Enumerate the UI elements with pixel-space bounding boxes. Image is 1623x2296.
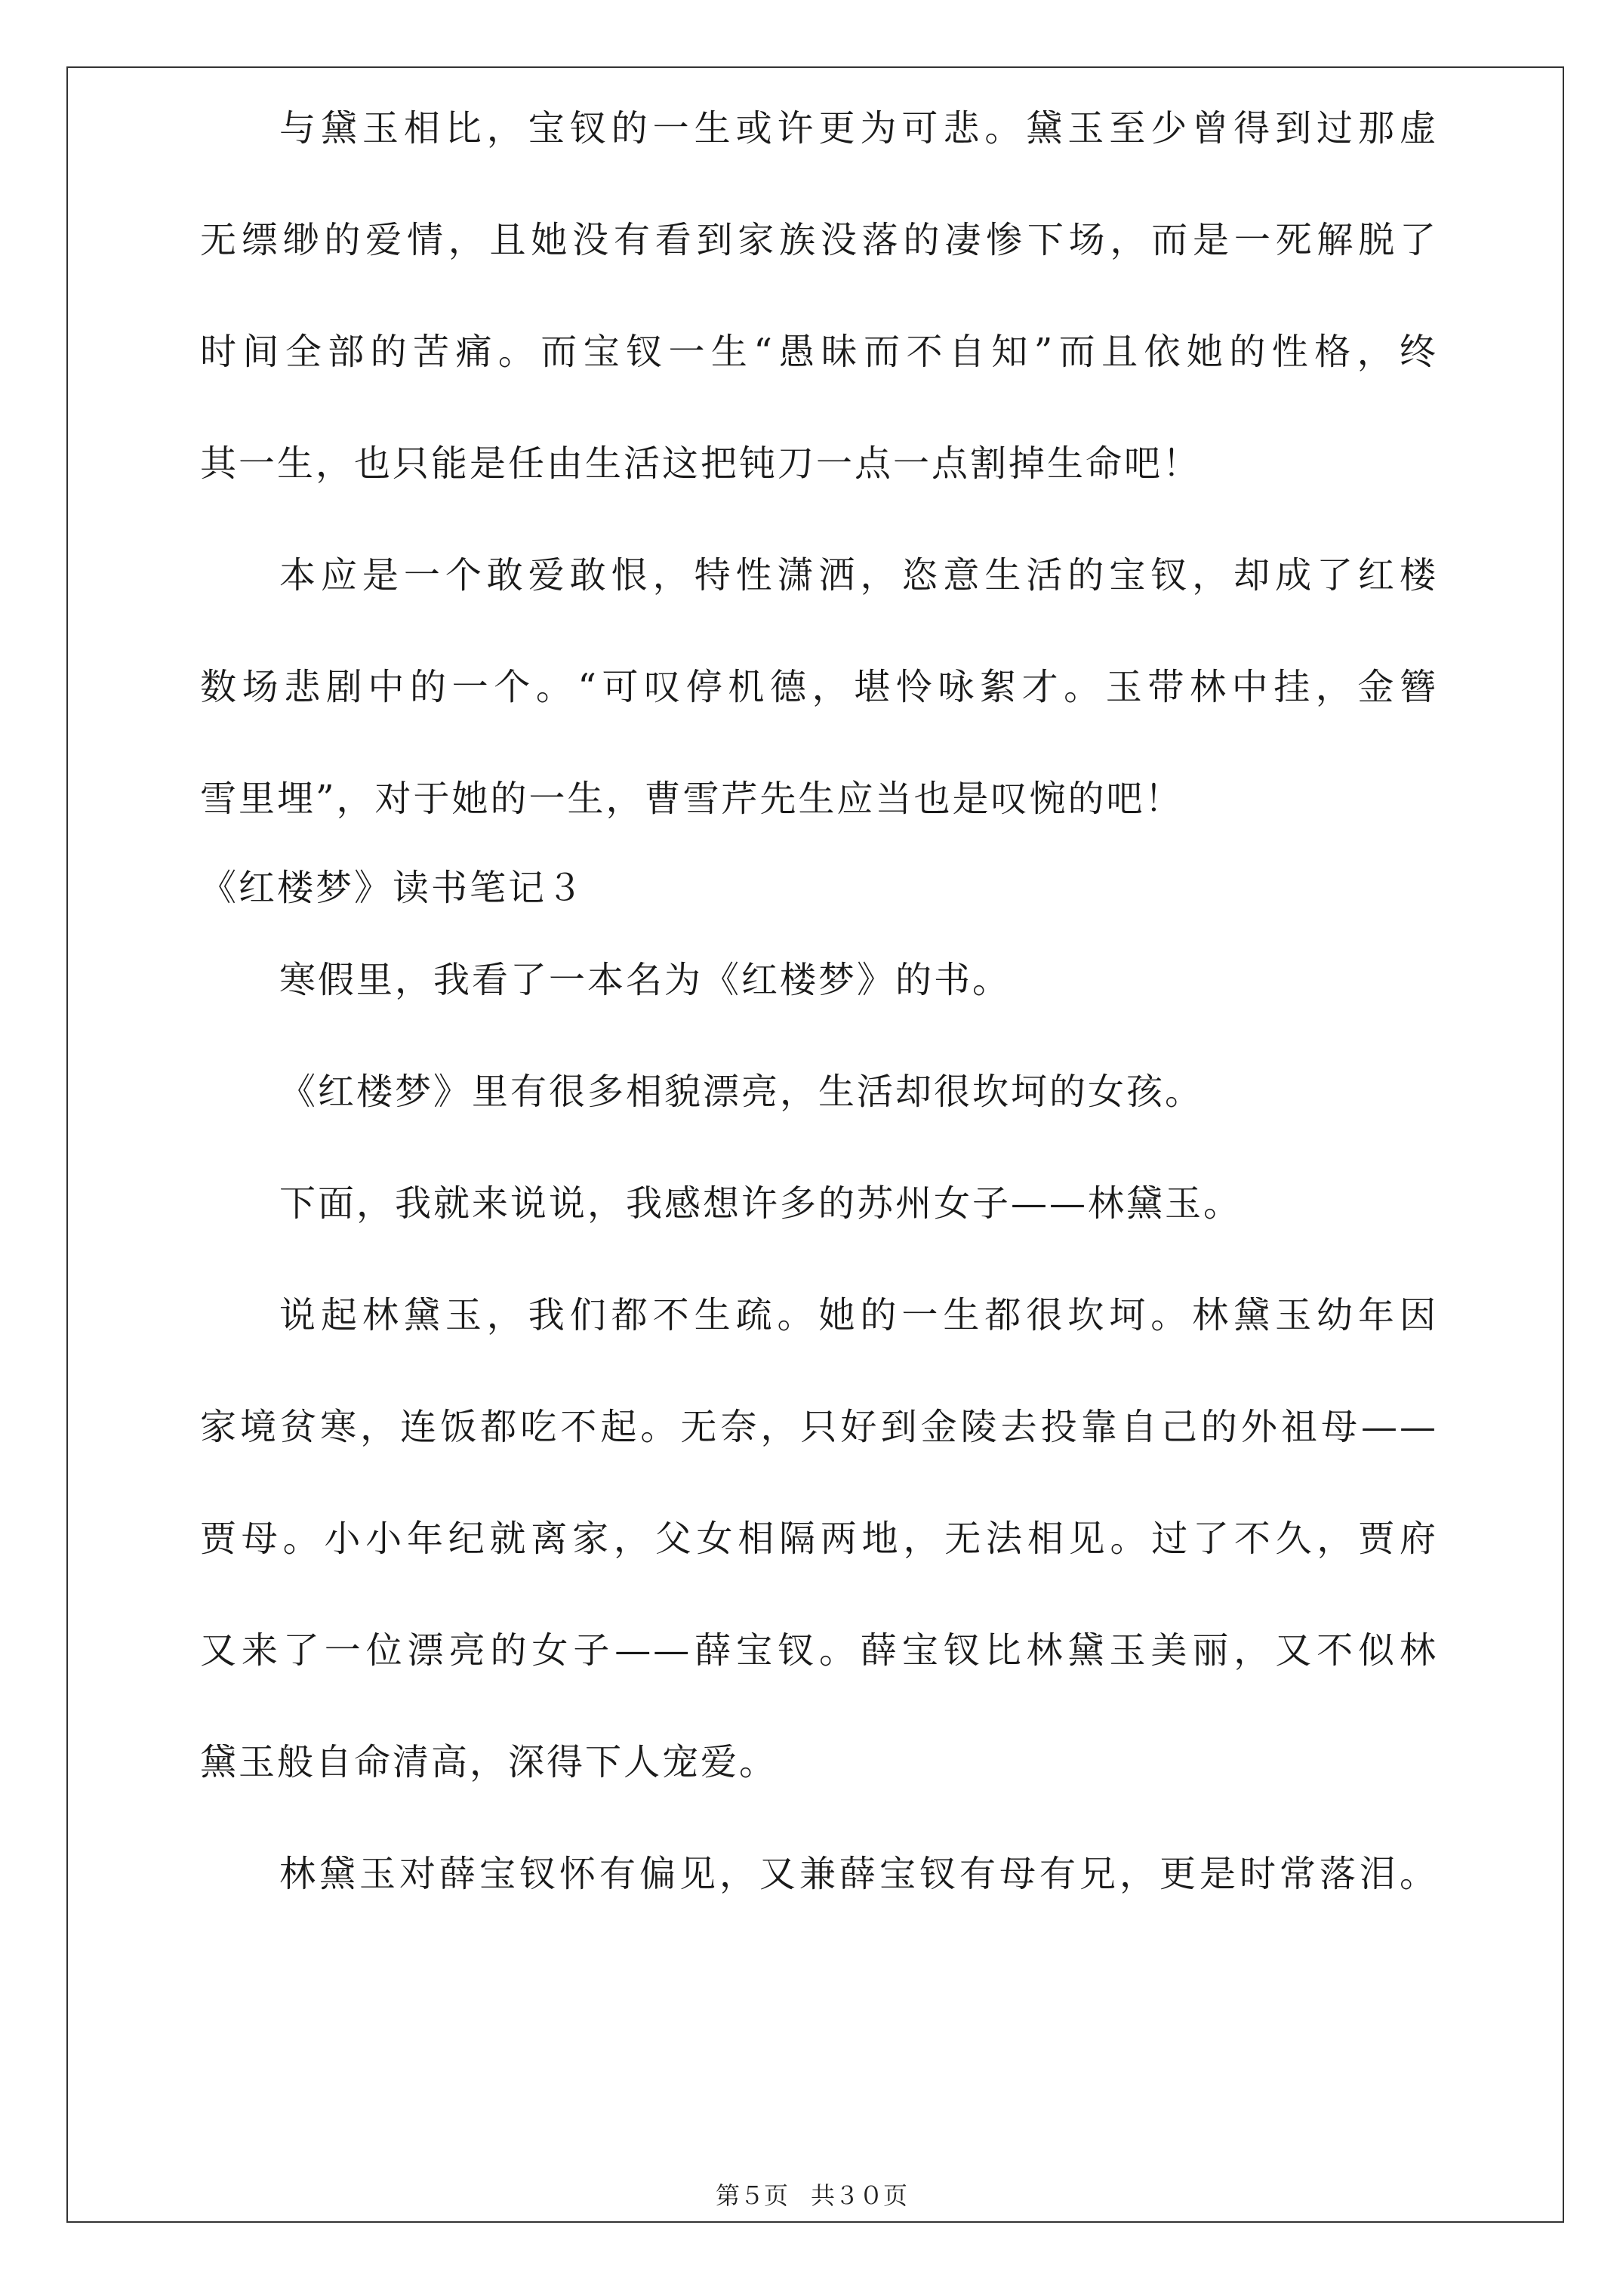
text-line: 黛玉般自命清高，深得下人宠爱。 bbox=[200, 1741, 778, 1783]
page-border bbox=[66, 66, 1564, 2223]
text-line: 无缥缈的爱情，且她没有看到家族没落的凄惨下场，而是一死解脱了 bbox=[200, 219, 1438, 261]
text-line: 时间全部的苦痛。而宝钗一生“愚昧而不自知”而且依她的性格，终 bbox=[200, 331, 1438, 373]
text-line: 寒假里，我看了一本名为《红楼梦》的书。 bbox=[279, 959, 1012, 1001]
text-line: 雪里埋”，对于她的一生，曹雪芹先生应当也是叹惋的吧！ bbox=[200, 778, 1184, 820]
text-line: 《红楼梦》里有很多相貌漂亮，生活却很坎坷的女孩。 bbox=[279, 1071, 1204, 1113]
section-heading: 《红楼梦》读书笔记３ bbox=[200, 867, 586, 909]
text-line: 说起林黛玉，我们都不生疏。她的一生都很坎坷。林黛玉幼年因 bbox=[279, 1294, 1438, 1336]
text-line: 林黛玉对薛宝钗怀有偏见，又兼薛宝钗有母有兄，更是时常落泪。 bbox=[279, 1853, 1438, 1895]
text-line: 下面，我就来说说，我感想许多的苏州女子——林黛玉。 bbox=[279, 1182, 1243, 1225]
text-line: 家境贫寒，连饭都吃不起。无奈，只好到金陵去投靠自己的外祖母—— bbox=[200, 1406, 1438, 1448]
text-line: 贾母。小小年纪就离家，父女相隔两地，无法相见。过了不久，贾府 bbox=[200, 1518, 1438, 1560]
text-line: 数场悲剧中的一个。“可叹停机德，堪怜咏絮才。玉带林中挂，金簪 bbox=[200, 666, 1438, 708]
text-line: 其一生，也只能是任由生活这把钝刀一点一点割掉生命吧！ bbox=[200, 442, 1202, 485]
page-total: 共３０页 bbox=[811, 2181, 908, 2210]
text-line: 本应是一个敢爱敢恨，特性潇洒，恣意生活的宝钗，却成了红楼 bbox=[279, 554, 1438, 596]
page-number: 第５页 bbox=[715, 2181, 788, 2210]
text-line: 与黛玉相比，宝钗的一生或许更为可悲。黛玉至少曾得到过那虚 bbox=[279, 107, 1438, 149]
text-line: 又来了一位漂亮的女子——薛宝钗。薛宝钗比林黛玉美丽，又不似林 bbox=[200, 1629, 1438, 1672]
page-footer bbox=[0, 2180, 1623, 2211]
